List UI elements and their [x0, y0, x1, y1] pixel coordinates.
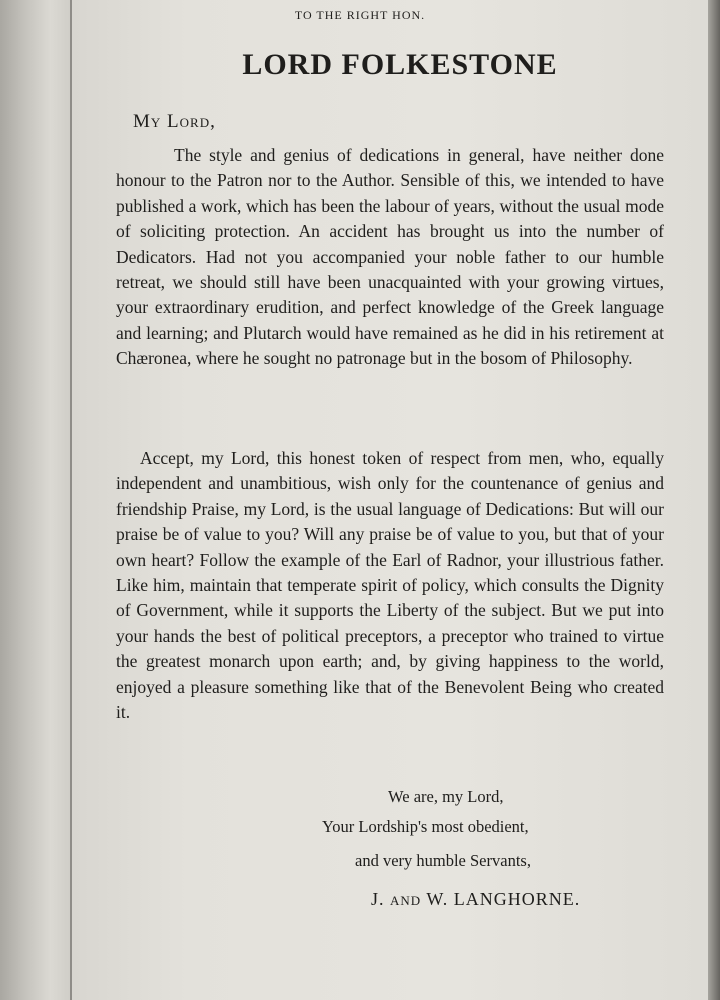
page-edge-shadow	[708, 0, 720, 1000]
closing-line-2: Your Lordship's most obedient,	[322, 817, 529, 836]
paragraph-1-text: The style and genius of dedications in general, have neither done honour to the Patron nor to the Author. Sensible of this, we intended to have published a work, which has been the labour of years, without the usual mode of soliciting protection. An accident has brought us into the number of Dedicators. Had not you accompanied your noble father to our humble retreat, we should still have been unacquainted with your growing virtues, your extraordinary erudition, and perfect knowledge of the Greek language and learning; and Plutarch would have remained as he did in his retirement at Chæronea, where he sought no patronage but in the bosom of Philosophy.	[116, 145, 664, 369]
salutation: My Lord,	[133, 111, 216, 132]
book-gutter	[0, 0, 72, 1000]
page-title: LORD FOLKESTONE	[242, 48, 558, 81]
signature-first-name: J.	[371, 889, 385, 909]
closing-line-3: and very humble Servants,	[355, 851, 531, 870]
signature-last-name: W. LANGHORNE.	[426, 889, 581, 909]
dedication-paragraph-2	[116, 446, 664, 725]
dedication-line: TO THE RIGHT HON.	[294, 8, 426, 22]
signature-and: AND	[390, 893, 422, 908]
signature	[371, 889, 580, 910]
paragraph-2-text: Accept, my Lord, this honest token of respect from men, who, equally independent and unambitious, wish only for the countenance of genius and friendship Praise, my Lord, is the usual language of Dedications: But will our praise be of value to you? Will any praise be of value to you, but that of your own heart? Follow the example of the Earl of Radnor, your illustrious father. Like him, maintain that temperate spirit of policy, which consults the Dignity of Government, while it supports the Liberty of the subject. But we put into your hands the best of political preceptors, a preceptor who trained to virtue the greatest monarch upon earth; and, by giving happiness to the world, enjoyed a pleasure something like that of the Benevolent Being who created it.	[116, 448, 664, 723]
dedication-paragraph-1	[116, 143, 664, 372]
closing-line-1: We are, my Lord,	[388, 787, 504, 806]
